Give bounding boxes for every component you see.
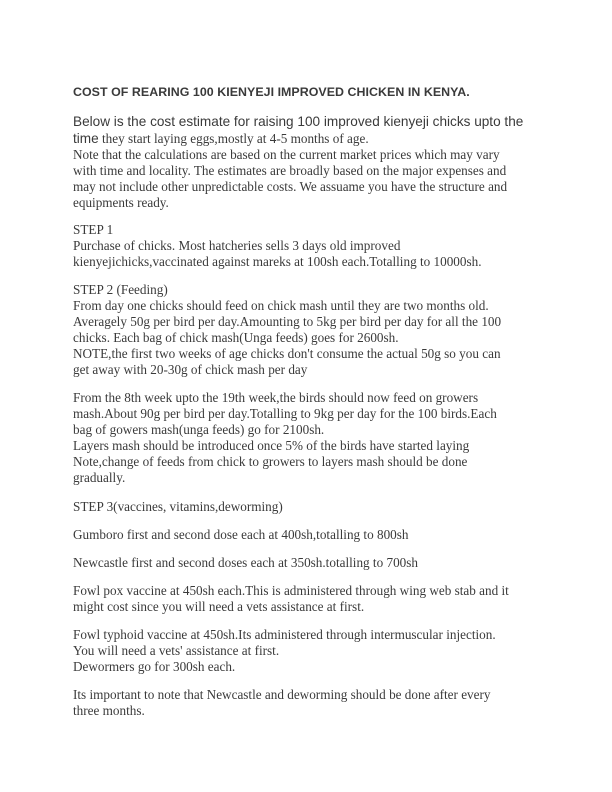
newcastle-line: Newcastle first and second doses each at 350sh.totalling to 700sh bbox=[73, 555, 418, 570]
fowl-typhoid-line: Fowl typhoid vaccine at 450sh.Its administered through intermuscular injection. bbox=[73, 627, 496, 642]
growers-line: gradually. bbox=[73, 470, 126, 485]
growers-line: mash.About 90g per bird per day.Totalling to 9kg per day for the 100 birds.Each bbox=[73, 406, 497, 421]
important-note-paragraph bbox=[73, 687, 543, 719]
intro-line: Below is the cost estimate for raising 100 improved kienyeji chicks upto the bbox=[73, 114, 524, 129]
step-1-line: Purchase of chicks. Most hatcheries sells 3 days old improved bbox=[73, 238, 401, 253]
intro-line: Note that the calculations are based on the current market prices which may vary bbox=[73, 147, 500, 162]
important-note-line: Its important to note that Newcastle and deworming should be done after every bbox=[73, 687, 491, 702]
step-2-section bbox=[73, 282, 543, 378]
growers-line: Layers mash should be introduced once 5% of the birds have started laying bbox=[73, 438, 470, 453]
document-title: COST OF REARING 100 KIENYEJI IMPROVED CHICKEN IN KENYA. bbox=[73, 85, 470, 99]
step-2-line: From day one chicks should feed on chick mash until they are two months old. bbox=[73, 298, 489, 313]
growers-section bbox=[73, 390, 543, 486]
step-1-heading: STEP 1 bbox=[73, 222, 114, 237]
step-2-heading: STEP 2 (Feeding) bbox=[73, 282, 168, 297]
intro-line bbox=[73, 130, 553, 147]
dewormers-line: Dewormers go for 300sh each. bbox=[73, 659, 236, 674]
intro-line: may not include other unpredictable costs. We assuame you have the structure and bbox=[73, 179, 508, 194]
step-1-line: kienyejichicks,vaccinated against mareks at 100sh each.Totalling to 10000sh. bbox=[73, 254, 482, 269]
growers-line: bag of gowers mash(unga feeds) go for 2100sh. bbox=[73, 422, 325, 437]
fowl-pox-line: might cost since you will need a vets assistance at first. bbox=[73, 599, 365, 614]
fowl-pox-line: Fowl pox vaccine at 450sh each.This is administered through wing web stab and it bbox=[73, 583, 509, 598]
important-note-line: three months. bbox=[73, 703, 145, 718]
intro-paragraph bbox=[73, 113, 553, 147]
intro-line-part: they start laying eggs,mostly at 4-5 months of age. bbox=[98, 131, 369, 146]
growers-line: From the 8th week upto the 19th week,the birds should now feed on growers bbox=[73, 390, 479, 405]
step-2-line: Averagely 50g per bird per day.Amounting to 5kg per bird per day for all the 100 bbox=[73, 314, 502, 329]
step-2-line: NOTE,the first two weeks of age chicks don't consume the actual 50g so you can bbox=[73, 346, 501, 361]
step-1-section bbox=[73, 222, 543, 270]
intro-line: with time and locality. The estimates are broadly based on the major expenses and bbox=[73, 163, 507, 178]
fowl-typhoid-line: You will need a vets' assistance at first. bbox=[73, 643, 280, 658]
step-2-line: get away with 20-30g of chick mash per day bbox=[73, 362, 308, 377]
growers-line: Note,change of feeds from chick to growers to layers mash should be done bbox=[73, 454, 468, 469]
step-3-heading: STEP 3(vaccines, vitamins,deworming) bbox=[73, 499, 283, 514]
step-2-line: chicks. Each bag of chick mash(Unga feeds) goes for 2600sh. bbox=[73, 330, 399, 345]
gumboro-line: Gumboro first and second dose each at 400sh,totalling to 800sh bbox=[73, 527, 409, 542]
intro-line: equipments ready. bbox=[73, 195, 169, 210]
intro-line-part: time bbox=[73, 131, 99, 146]
fowl-pox-paragraph bbox=[73, 583, 543, 615]
intro-note bbox=[73, 147, 543, 211]
fowl-typhoid-paragraph bbox=[73, 627, 543, 675]
